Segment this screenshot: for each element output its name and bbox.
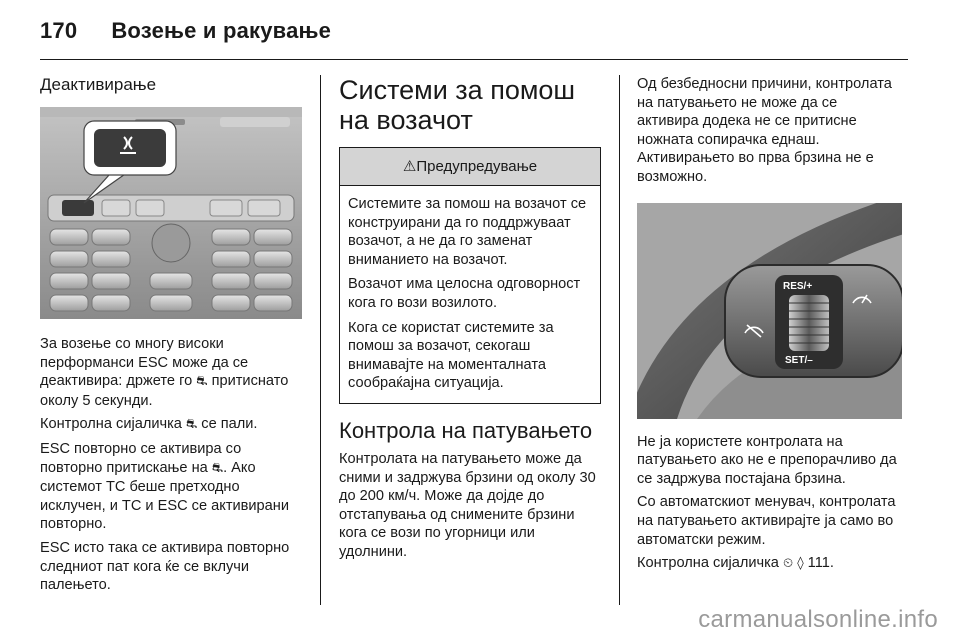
cruise-control-icon: ⏲ — [782, 556, 794, 572]
page-header — [40, 18, 331, 44]
warning-paragraph: Системите за помош на возачот се конструирани да го поддржуваат возачот, а не да го заменат вниманието на возачот. — [348, 196, 587, 268]
col3-intro-paragraph: Од безбедносни причини, контролата на патувањето не може да се активира додека не се притисне ножната сопирачка еднаш. Активирањето во прва брзина не е возможно. — [637, 76, 892, 185]
col3-paragraph-3: Контролна сијаличка ⏲ ◊ 111. — [637, 555, 834, 572]
col1-paragraph-1: За возење со многу високи перформанси ESC може да се деактивира: држете го ⛐ притиснато околу 5 секунди. — [40, 336, 289, 409]
steering-wheel-controls-photo — [637, 203, 902, 419]
dashboard-buttons-photo — [40, 107, 302, 319]
esc-off-icon: ⛐ — [211, 460, 224, 476]
column-1 — [40, 75, 302, 600]
warning-paragraph: Возачот има целосна одговорност кога го вози возилото. — [348, 276, 581, 311]
warning-header — [340, 148, 600, 186]
watermark: carmanualsonline.info — [698, 606, 938, 633]
column-divider-2 — [619, 75, 620, 605]
warning-box — [339, 147, 601, 404]
col1-paragraph-3: ESC повторно се активира со повторно притискање на ⛐. Ако системот TC беше претходно исклучен, и TC и ESC се активирани повторно. — [40, 440, 289, 533]
page-ref-icon: ◊ — [797, 556, 804, 572]
warning-triangle-icon: ⚠ — [402, 158, 417, 175]
warning-paragraph: Кога се користат системите за помош за возачот, секогаш внимавајте на моменталната сообраќајна ситуација. — [348, 319, 554, 392]
header-rule — [40, 59, 908, 60]
col3-paragraph-2: Со автоматскиот менувач, контролата на патувањето активирајте ја само во автоматски режим. — [637, 494, 896, 548]
column-divider-1 — [320, 75, 321, 605]
col1-paragraph-2: Контролна сијаличка ⛐ се пали. — [40, 416, 258, 433]
section-heading-deactivation: Деактивирање — [40, 75, 157, 94]
col3-paragraph-1: Не ја користете контролата на патувањето ако не е препорачливо да се задржува постајана брзина. — [637, 433, 897, 487]
traction-warning-icon: ⛐ — [185, 417, 198, 433]
steering-wheel-illustration — [637, 203, 902, 419]
res-label: RES/+ — [783, 280, 813, 292]
dashboard-illustration — [40, 107, 302, 319]
warning-title: Предупредување — [416, 158, 538, 175]
chapter-title: Возење и ракување — [111, 18, 332, 43]
page-number: 170 — [40, 18, 78, 43]
esc-off-icon: ⛐ — [196, 374, 208, 390]
col1-paragraph-4: ESC исто така се активира повторно следниот пат кога ќе се вклучи палењето. — [40, 539, 290, 594]
section-heading-cruise-control: Контрола на патувањето — [339, 417, 593, 443]
section-title-driver-assistance: Системи за помош на возачот — [339, 75, 576, 135]
column-2 — [339, 75, 601, 567]
warning-body — [340, 186, 600, 403]
cruise-control-paragraph: Контролата на патувањето може да сними и задржува брзини од околу 30 до 200 км/ч. Може да дојде до отстапувања од снимените брзини кога се вози по угорници или удолнини. — [339, 450, 596, 560]
set-label: SET/– — [785, 354, 813, 366]
column-3 — [637, 75, 902, 579]
